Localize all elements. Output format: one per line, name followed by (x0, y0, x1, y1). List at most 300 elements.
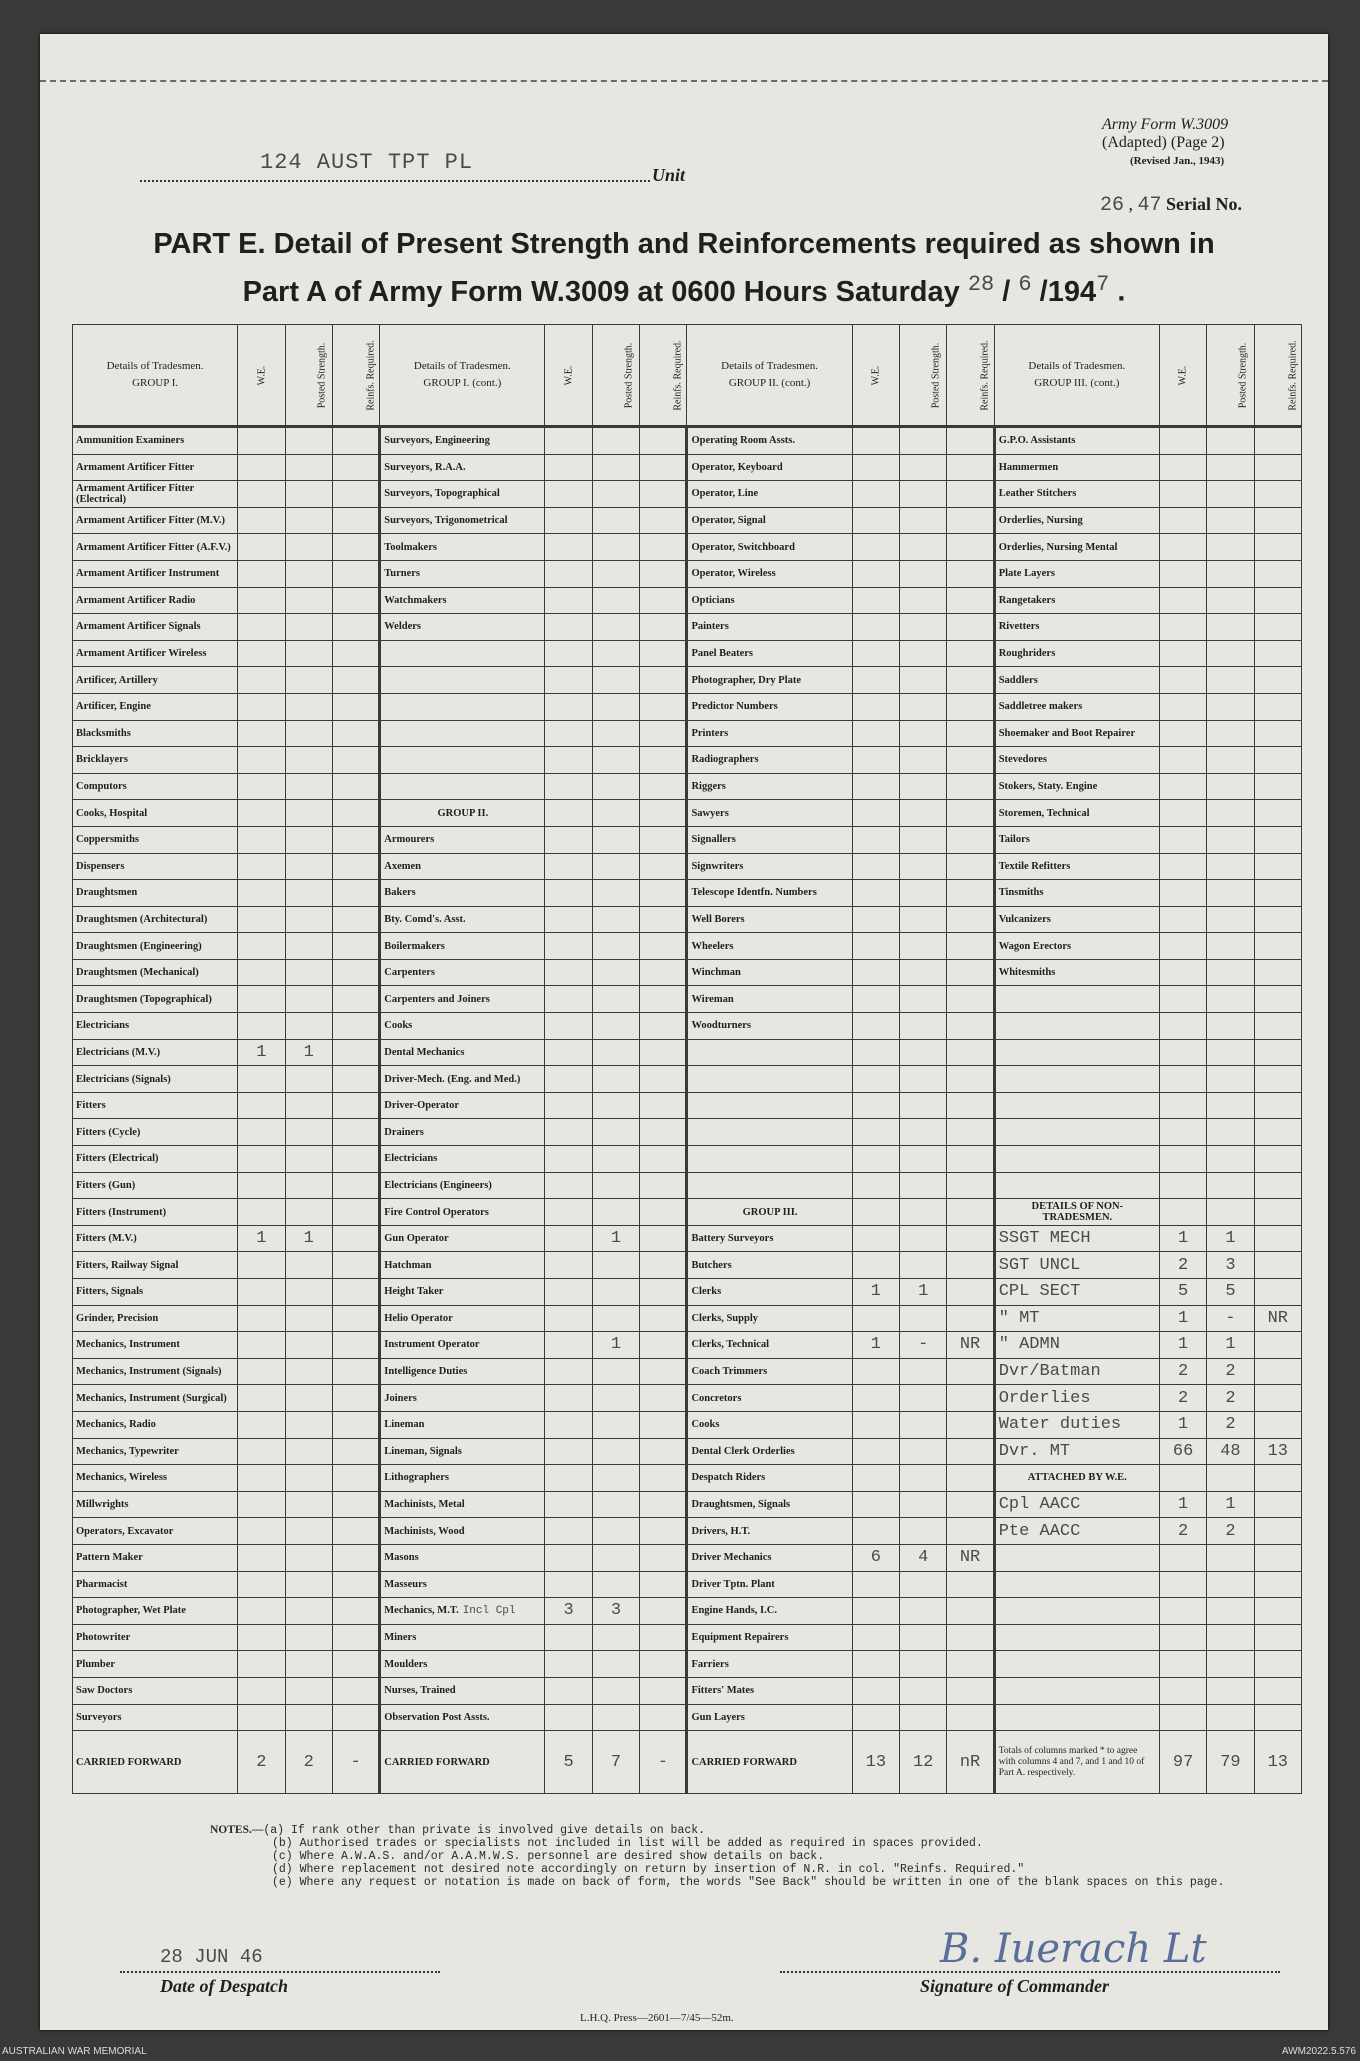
value-cell (900, 1651, 947, 1678)
value-cell (947, 826, 994, 853)
trade-cell (380, 773, 545, 800)
value-cell (852, 1252, 899, 1279)
value-cell (592, 826, 639, 853)
value-cell (1254, 1252, 1301, 1279)
value-cell (852, 1305, 899, 1332)
value-cell (545, 906, 592, 933)
value-cell (332, 481, 379, 508)
trade-cell: Farriers (687, 1651, 852, 1678)
trade-cell: Wireman (687, 986, 852, 1013)
trade-cell: Axemen (380, 853, 545, 880)
value-cell (545, 800, 592, 827)
trade-cell: Dispensers (73, 853, 238, 880)
value-cell: 66 (1159, 1438, 1206, 1465)
trade-cell: Panel Beaters (687, 640, 852, 667)
trade-cell (994, 1119, 1159, 1146)
value-cell (238, 933, 285, 960)
value-cell (545, 1544, 592, 1571)
value-cell: 1 (1207, 1332, 1254, 1359)
table-row (73, 959, 1302, 986)
value-cell (285, 640, 332, 667)
value-cell (285, 720, 332, 747)
trade-cell (687, 1172, 852, 1199)
value-cell (545, 986, 592, 1013)
notes-section (210, 1824, 1224, 1889)
value-cell (1159, 1146, 1206, 1173)
trade-cell: Bakers (380, 880, 545, 907)
value-cell (332, 1279, 379, 1306)
value-cell (640, 1598, 687, 1625)
total-posted: 79 (1207, 1731, 1254, 1794)
value-cell (332, 1544, 379, 1571)
value-cell (947, 959, 994, 986)
value-cell (1207, 1624, 1254, 1651)
value-cell (947, 1013, 994, 1040)
value-cell (238, 640, 285, 667)
trade-cell: Water duties (994, 1411, 1159, 1438)
note-b: (b) Authorised trades or specialists not included in list will be added as required in spaces provided. (272, 1837, 983, 1850)
trade-cell: Draughtsmen (Architectural) (73, 906, 238, 933)
value-cell (592, 1651, 639, 1678)
group-header-g1c (380, 325, 545, 427)
trade-cell (380, 693, 545, 720)
value-cell (285, 1544, 332, 1571)
value-cell (1207, 640, 1254, 667)
trade-cell: Masons (380, 1544, 545, 1571)
value-cell (238, 1385, 285, 1412)
value-cell (640, 1385, 687, 1412)
details-label: Details of Tradesmen. (413, 360, 511, 372)
value-cell (1207, 1013, 1254, 1040)
value-cell (1207, 534, 1254, 561)
value-cell (852, 1624, 899, 1651)
value-cell (238, 693, 285, 720)
value-cell: 1 (852, 1279, 899, 1306)
value-cell (545, 720, 592, 747)
value-cell (900, 720, 947, 747)
value-cell (1254, 1279, 1301, 1306)
value-cell (592, 560, 639, 587)
value-cell (947, 986, 994, 1013)
value-cell (1159, 986, 1206, 1013)
value-cell (1207, 773, 1254, 800)
value-cell: 1 (238, 1039, 285, 1066)
trade-cell: Operator, Line (687, 481, 852, 508)
trade-cell (994, 1651, 1159, 1678)
trade-cell: Mechanics, Wireless (73, 1465, 238, 1492)
value-cell (332, 1358, 379, 1385)
value-cell (545, 747, 592, 774)
value-cell (592, 1491, 639, 1518)
value-cell (947, 1465, 994, 1492)
value-cell (852, 534, 899, 561)
value-cell (285, 427, 332, 455)
value-cell (1207, 693, 1254, 720)
trade-cell (994, 1066, 1159, 1093)
trade-cell: Surveyors, Topographical (380, 481, 545, 508)
value-cell (1254, 693, 1301, 720)
value-cell (640, 747, 687, 774)
value-cell (900, 1146, 947, 1173)
value-cell (592, 720, 639, 747)
value-cell (545, 773, 592, 800)
value-cell (332, 1491, 379, 1518)
value-cell (1159, 693, 1206, 720)
value-cell (332, 1518, 379, 1545)
trade-cell: Armament Artificer Instrument (73, 560, 238, 587)
trade-cell: Plate Layers (994, 560, 1159, 587)
value-cell (1207, 933, 1254, 960)
value-cell (852, 1651, 899, 1678)
value-cell (947, 853, 994, 880)
col-header-posted (592, 325, 639, 427)
value-cell (592, 667, 639, 694)
value-cell (1159, 454, 1206, 481)
value-cell (1159, 1172, 1206, 1199)
trade-cell: Saw Doctors (73, 1677, 238, 1704)
value-cell (947, 1199, 994, 1226)
value-cell (285, 693, 332, 720)
despatch-date-label: Date of Despatch (160, 1976, 288, 1996)
trade-cell: Mechanics, Typewriter (73, 1438, 238, 1465)
value-cell (947, 693, 994, 720)
col-header-text: W.E. (1177, 365, 1189, 385)
form-ref-line1: Army Form W.3009 (1102, 116, 1229, 133)
trade-cell: Wagon Erectors (994, 933, 1159, 960)
value-cell (332, 1092, 379, 1119)
value-cell (900, 933, 947, 960)
group-label: GROUP II. (cont.) (728, 377, 811, 389)
trade-cell: Telescope Identfn. Numbers (687, 880, 852, 907)
carried-forward-reinfs: nR (947, 1731, 994, 1794)
value-cell (852, 1411, 899, 1438)
value-cell (1159, 1598, 1206, 1625)
value-cell (947, 1518, 994, 1545)
value-cell (640, 1039, 687, 1066)
value-cell (545, 826, 592, 853)
value-cell (332, 1411, 379, 1438)
value-cell (1254, 481, 1301, 508)
value-cell (592, 1305, 639, 1332)
value-cell (238, 1491, 285, 1518)
value-cell (285, 667, 332, 694)
trade-cell: Lineman (380, 1411, 545, 1438)
value-cell (900, 1491, 947, 1518)
value-cell (592, 1571, 639, 1598)
value-cell (900, 614, 947, 641)
value-cell (1254, 614, 1301, 641)
value-cell (592, 1358, 639, 1385)
value-cell (545, 959, 592, 986)
trade-cell: Wheelers (687, 933, 852, 960)
trade-cell: Predictor Numbers (687, 693, 852, 720)
trade-cell: Armament Artificer Fitter (M.V.) (73, 507, 238, 534)
trade-cell: Mechanics, Instrument (Surgical) (73, 1385, 238, 1412)
value-cell (900, 640, 947, 667)
trade-cell: Surveyors (73, 1704, 238, 1731)
value-cell (640, 720, 687, 747)
value-cell (238, 1092, 285, 1119)
value-cell (640, 1119, 687, 1146)
trade-cell (994, 1544, 1159, 1571)
value-cell (592, 773, 639, 800)
value-cell (545, 1066, 592, 1093)
trade-cell: Carpenters and Joiners (380, 986, 545, 1013)
value-cell (900, 1677, 947, 1704)
value-cell (1207, 427, 1254, 455)
trade-cell: SGT UNCL (994, 1252, 1159, 1279)
signature-line (780, 1971, 1280, 1973)
trade-cell: Operators, Excavator (73, 1518, 238, 1545)
trade-cell: Armament Artificer Radio (73, 587, 238, 614)
trade-cell: Operator, Wireless (687, 560, 852, 587)
trade-cell: Mechanics, Instrument (73, 1332, 238, 1359)
value-cell (640, 1358, 687, 1385)
carried-forward-reinfs: - (640, 1731, 687, 1794)
value-cell (947, 933, 994, 960)
value-cell (238, 1411, 285, 1438)
trade-cell: Armament Artificer Fitter (73, 454, 238, 481)
trade-cell: Shoemaker and Boot Repairer (994, 720, 1159, 747)
value-cell (238, 959, 285, 986)
value-cell: 2 (1207, 1411, 1254, 1438)
trade-cell (380, 747, 545, 774)
trade-cell: Storemen, Technical (994, 800, 1159, 827)
value-cell (592, 986, 639, 1013)
table-row (73, 800, 1302, 827)
value-cell (1254, 1704, 1301, 1731)
value-cell (1159, 1544, 1206, 1571)
value-cell (332, 1465, 379, 1492)
table-row (73, 640, 1302, 667)
value-cell (852, 560, 899, 587)
value-cell (900, 1199, 947, 1226)
value-cell (592, 587, 639, 614)
value-cell (947, 507, 994, 534)
value-cell (1254, 1332, 1301, 1359)
value-cell (640, 1146, 687, 1173)
value-cell (852, 1358, 899, 1385)
col-header-text: Posted Strength. (930, 342, 942, 408)
value-cell (640, 1651, 687, 1678)
value-cell (900, 560, 947, 587)
trade-cell: Clerks, Technical (687, 1332, 852, 1359)
value-cell (947, 427, 994, 455)
value-cell (640, 1624, 687, 1651)
value-cell (285, 1146, 332, 1173)
trade-cell: Height Taker (380, 1279, 545, 1306)
value-cell (238, 534, 285, 561)
trade-cell: Battery Surveyors (687, 1225, 852, 1252)
value-cell (238, 1332, 285, 1359)
value-cell (1159, 1039, 1206, 1066)
value-cell (1254, 906, 1301, 933)
value-cell (640, 534, 687, 561)
value-cell (332, 1039, 379, 1066)
value-cell (592, 427, 639, 455)
value-cell (852, 1146, 899, 1173)
value-cell (1159, 1199, 1206, 1226)
value-cell (545, 1411, 592, 1438)
value-cell (900, 853, 947, 880)
value-cell (592, 1066, 639, 1093)
trade-cell: Electricians (Signals) (73, 1066, 238, 1093)
col-header-we (238, 325, 285, 427)
value-cell (592, 1092, 639, 1119)
value-cell (592, 1438, 639, 1465)
value-cell (332, 1571, 379, 1598)
col-header-we (545, 325, 592, 427)
trade-cell: Electricians (M.V.) (73, 1039, 238, 1066)
trade-cell: Dental Mechanics (380, 1039, 545, 1066)
value-cell: 1 (592, 1332, 639, 1359)
trade-cell: Pattern Maker (73, 1544, 238, 1571)
value-cell (900, 1305, 947, 1332)
table-row (73, 481, 1302, 508)
value-cell (640, 1677, 687, 1704)
value-cell (852, 693, 899, 720)
col-header-text: Reinfs. Required. (1287, 339, 1299, 411)
value-cell (900, 1385, 947, 1412)
value-cell (640, 693, 687, 720)
value-cell (332, 1199, 379, 1226)
value-cell (1159, 1013, 1206, 1040)
value-cell (238, 880, 285, 907)
trade-cell (994, 1013, 1159, 1040)
form-ref-line2: (Adapted) (Page 2) (1102, 134, 1225, 151)
value-cell (640, 853, 687, 880)
value-cell (238, 826, 285, 853)
value-cell (332, 667, 379, 694)
value-cell (852, 1066, 899, 1093)
value-cell (592, 693, 639, 720)
value-cell (592, 747, 639, 774)
value-cell (332, 1119, 379, 1146)
value-cell (947, 1651, 994, 1678)
value-cell (852, 1598, 899, 1625)
value-cell (238, 1465, 285, 1492)
value-cell (1207, 587, 1254, 614)
value-cell (900, 1704, 947, 1731)
col-header-posted (285, 325, 332, 427)
trade-cell: Textile Refitters (994, 853, 1159, 880)
trade-cell: Driver-Mech. (Eng. and Med.) (380, 1066, 545, 1093)
value-cell (332, 853, 379, 880)
col-header-text: Posted Strength. (623, 342, 635, 408)
value-cell (285, 826, 332, 853)
trade-cell: Tailors (994, 826, 1159, 853)
value-cell (1254, 1172, 1301, 1199)
value-cell (592, 481, 639, 508)
value-cell (285, 959, 332, 986)
value-cell (238, 1677, 285, 1704)
trade-cell: Saddletree makers (994, 693, 1159, 720)
value-cell (947, 614, 994, 641)
value-cell (1207, 1598, 1254, 1625)
trade-cell: Signwriters (687, 853, 852, 880)
value-cell (592, 1518, 639, 1545)
value-cell (640, 1518, 687, 1545)
value-cell (900, 1039, 947, 1066)
trade-cell: Fitters (M.V.) (73, 1225, 238, 1252)
value-cell (332, 534, 379, 561)
trade-cell (380, 667, 545, 694)
value-cell (900, 986, 947, 1013)
value-cell (1207, 720, 1254, 747)
table-row (73, 1518, 1302, 1545)
value-cell (238, 800, 285, 827)
value-cell (852, 853, 899, 880)
value-cell (640, 1305, 687, 1332)
table-row (73, 1199, 1302, 1226)
value-cell (285, 906, 332, 933)
value-cell: 2 (1159, 1358, 1206, 1385)
serial-value2: 47 (1137, 194, 1162, 217)
value-cell (947, 1279, 994, 1306)
value-cell (285, 587, 332, 614)
trade-cell (994, 1704, 1159, 1731)
table-row (73, 1039, 1302, 1066)
trade-cell: Clerks, Supply (687, 1305, 852, 1332)
trade-cell: Surveyors, Trigonometrical (380, 507, 545, 534)
value-cell: NR (947, 1332, 994, 1359)
value-cell (332, 986, 379, 1013)
trade-cell: SSGT MECH (994, 1225, 1159, 1252)
value-cell (332, 427, 379, 455)
value-cell (285, 1305, 332, 1332)
value-cell (545, 1279, 592, 1306)
trade-cell: Artificer, Engine (73, 693, 238, 720)
table-row (73, 454, 1302, 481)
trade-cell: Pte AACC (994, 1518, 1159, 1545)
value-cell (1207, 959, 1254, 986)
value-cell (1159, 587, 1206, 614)
value-cell (545, 427, 592, 455)
value-cell (947, 1704, 994, 1731)
carried-forward-we: 2 (238, 1731, 285, 1794)
value-cell (947, 481, 994, 508)
value-cell (1159, 1624, 1206, 1651)
value-cell (900, 507, 947, 534)
value-cell (332, 693, 379, 720)
value-cell (1254, 1092, 1301, 1119)
value-cell (1254, 1119, 1301, 1146)
value-cell (285, 1332, 332, 1359)
value-cell (1159, 640, 1206, 667)
table-row (73, 1305, 1302, 1332)
value-cell (238, 1544, 285, 1571)
value-cell (1159, 1704, 1206, 1731)
value-cell (332, 773, 379, 800)
total-we: 97 (1159, 1731, 1206, 1794)
trade-cell: Coach Trimmers (687, 1358, 852, 1385)
value-cell (640, 1172, 687, 1199)
value-cell (640, 1465, 687, 1492)
form-reference (1102, 116, 1228, 170)
value-cell (900, 1358, 947, 1385)
value-cell (1159, 933, 1206, 960)
value-cell (238, 1624, 285, 1651)
total-reinfs: 13 (1254, 1731, 1301, 1794)
trade-cell: Computors (73, 773, 238, 800)
value-cell (1207, 1092, 1254, 1119)
value-cell (238, 1305, 285, 1332)
table-row (73, 1704, 1302, 1731)
trade-cell: Electricians (Engineers) (380, 1172, 545, 1199)
table-row (73, 1385, 1302, 1412)
table-row (73, 826, 1302, 853)
note-d: (d) Where replacement not desired note accordingly on return by insertion of N.R. in col. "Reinfs. Required." (272, 1863, 1025, 1876)
